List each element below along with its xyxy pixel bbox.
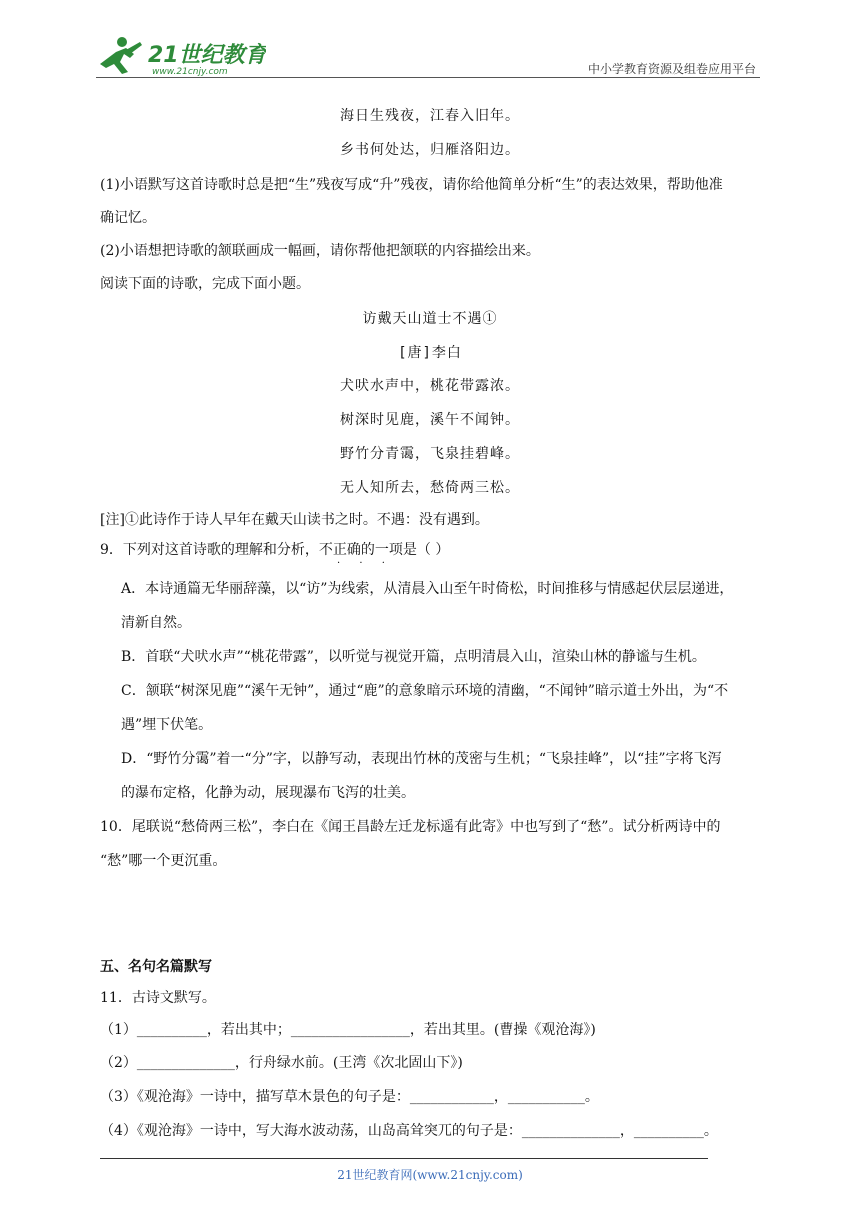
section-title: 五、名句名篇默写	[100, 959, 212, 975]
question-text: 10．尾联说“愁倚两三松”，李白在《闻王昌龄左迁龙标遥有此寄》中也写到了“愁”。试分析两诗中的	[100, 819, 721, 835]
option-d: D．“野竹分霭”着一“分”字，以静写动，表现出竹林的茂密与生机；“飞泉挂峰”，以“挂”字将飞泻	[121, 751, 722, 767]
header-divider	[96, 77, 760, 78]
poem-line: 野竹分青霭，飞泉挂碧峰。	[340, 446, 520, 462]
instruction-text: 阅读下面的诗歌，完成下面小题。	[100, 276, 310, 292]
poem-title: 访戴天山道士不遇①	[362, 311, 498, 327]
question-text: 11．古诗文默写。	[100, 990, 216, 1006]
question-text: (2)小语想把诗歌的颔联画成一幅画，请你帮他把颔联的内容描绘出来。	[100, 243, 540, 259]
footer-divider	[100, 1158, 708, 1159]
poem-line: 树深时见鹿，溪午不闻钟。	[340, 412, 520, 428]
question-text: “愁”哪一个更沉重。	[100, 853, 227, 869]
option-a: 清新自然。	[121, 615, 191, 631]
option-c: 遇”埋下伏笔。	[121, 717, 213, 733]
fill-blank-item: （1）__________，若出其中；_________________，若出其里。(曹操《观沧海》)	[100, 1022, 596, 1038]
site-tagline: 中小学教育资源及组卷应用平台	[587, 62, 756, 76]
question-stem: 9．下列对这首诗歌的理解和分析，不正确的一项是（ ）	[100, 542, 450, 558]
poem1-line: 海日生残夜，江春入旧年。	[340, 108, 520, 124]
poem1-line: 乡书何处达，归雁洛阳边。	[340, 142, 520, 158]
emphasis-dots: · · ·	[337, 558, 393, 569]
option-a: A．本诗通篇无华丽辞藻，以“访”为线索，从清晨入山至午时倚松，时间推移与情感起伏层层递进，	[121, 581, 734, 597]
poem-note: [注]①此诗作于诗人早年在戴天山读书之时。不遇：没有遇到。	[100, 512, 489, 528]
fill-blank-item: （2）______________，行舟绿水前。(王湾《次北固山下》)	[100, 1055, 463, 1071]
poem-line: 无人知所去，愁倚两三松。	[340, 480, 520, 496]
fill-blank-item: （3）《观沧海》一诗中，描写草木景色的句子是：____________，___________。	[100, 1089, 599, 1105]
footer-link[interactable]: 21世纪教育网(www.21cnjy.com)	[337, 1168, 523, 1182]
logo-url: www.21cnjy.com	[152, 67, 228, 77]
site-logo	[96, 34, 266, 78]
option-b: B．首联“犬吠水声”“桃花带露”，以听觉与视觉开篇，点明清晨入山，渲染山林的静谧与生机。	[121, 649, 706, 665]
option-c: C．颔联“树深见鹿”“溪午无钟”，通过“鹿”的意象暗示环境的清幽，“不闻钟”暗示道士外出，为“不	[121, 683, 729, 699]
fill-blank-item: （4）《观沧海》一诗中，写大海水波动荡，山岛高耸突兀的句子是：______________，__________。	[100, 1123, 718, 1139]
poem-author: [唐]李白	[398, 345, 462, 361]
poem-line: 犬吠水声中，桃花带露浓。	[340, 378, 520, 394]
question-text: (1)小语默写这首诗歌时总是把“生”残夜写成“升”残夜，请你给他简单分析“生”的表达效果，帮助他准	[100, 177, 723, 193]
question-text: 确记忆。	[100, 210, 156, 226]
option-d: 的瀑布定格，化静为动，展现瀑布飞泻的壮美。	[121, 785, 415, 801]
logo-text: 21世纪教育	[148, 43, 266, 68]
